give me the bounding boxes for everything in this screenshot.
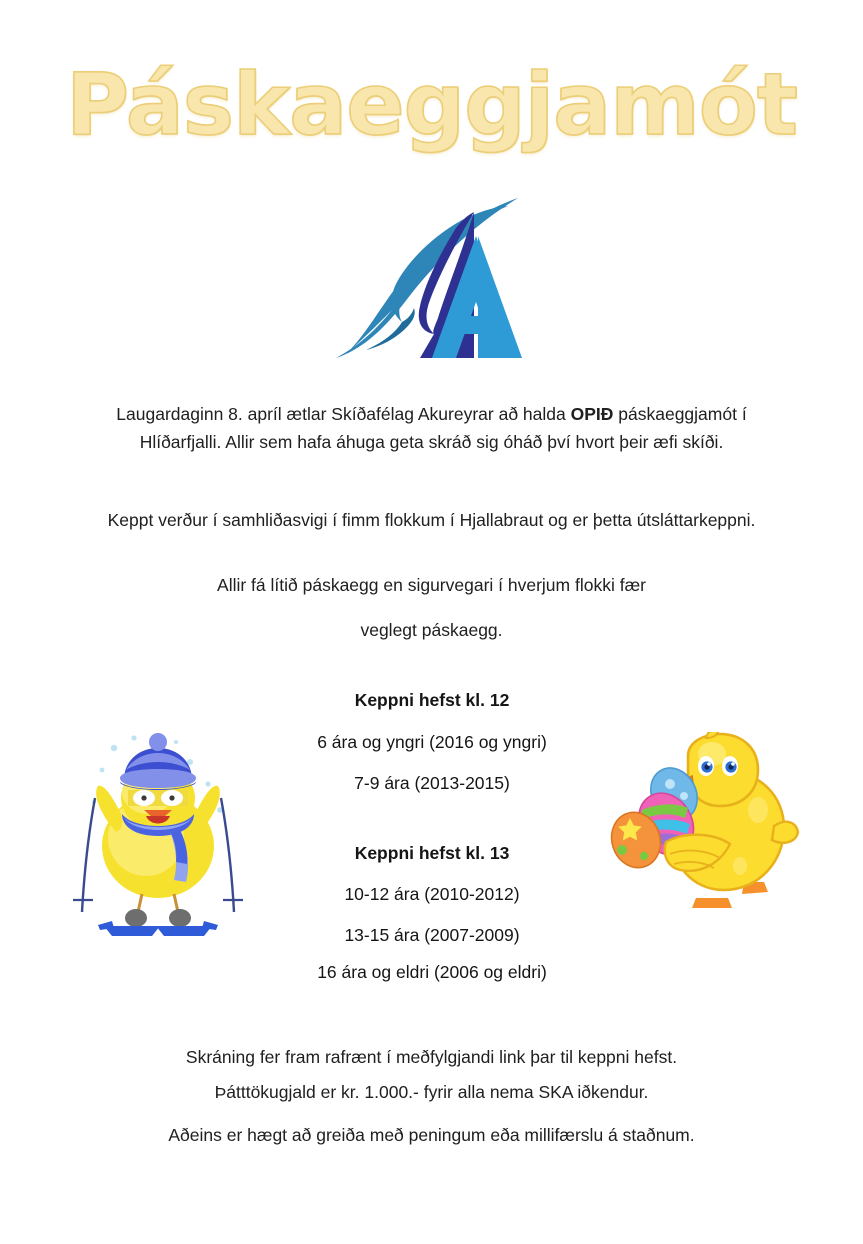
page-title: Páskaeggjamót xyxy=(66,55,797,155)
schedule-heading-13: Keppni hefst kl. 13 xyxy=(354,843,510,863)
beanie-pompom xyxy=(149,733,167,751)
format-paragraph: Keppt verður í samhliðasvigi í fimm flokkum í Hjallabraut og er þetta útsláttarkeppni. xyxy=(107,510,756,530)
registration-line-2: Þátttökugjald er kr. 1.000.- fyrir alla nema SKA iðkendur. xyxy=(214,1082,649,1102)
body-highlight-1 xyxy=(748,797,768,823)
chick-tail xyxy=(772,822,798,843)
eye-glint-right xyxy=(731,762,735,766)
intro-paragraph xyxy=(78,400,785,457)
registration-line-3: Aðeins er hægt að greiða með peningum eða millifærslu á staðnum. xyxy=(168,1125,695,1145)
eye-glint-left xyxy=(707,762,711,766)
logo-wrapper xyxy=(0,192,863,369)
egg-orange-dot-2 xyxy=(640,852,648,860)
schedule-class-13-3: 16 ára og eldri (2006 og eldri) xyxy=(317,962,547,982)
intro-line2: í Hlíðarfjalli. Allir sem hafa áhuga geta skráð sig óháð því hvort þeir æfi skíði. xyxy=(139,404,747,453)
beanie-brim xyxy=(120,769,196,788)
schedule-class-13-2: 13-15 ára (2007-2009) xyxy=(344,925,520,945)
chick-foot-back xyxy=(692,898,732,908)
egg-blue-dot-2 xyxy=(680,792,688,800)
schedule-heading-12: Keppni hefst kl. 12 xyxy=(354,690,510,710)
eye-left xyxy=(141,795,146,800)
intro-opid-bold: OPIÐ xyxy=(570,404,614,424)
body-highlight-2 xyxy=(733,857,747,875)
ski-boot-left xyxy=(125,909,147,927)
ska-logo-icon xyxy=(322,192,542,364)
prize-line-2: veglegt páskaegg. xyxy=(360,620,503,640)
schedule-class-13-1: 10-12 ára (2010-2012) xyxy=(344,884,520,904)
egg-blue-dot-1 xyxy=(665,779,675,789)
poster-title-wrapper xyxy=(0,55,863,155)
registration-line-1: Skráning fer fram rafrænt í meðfylgjandi link þar til keppni hefst. xyxy=(185,1047,678,1067)
intro-line1-after: páskaeggjamót xyxy=(613,404,737,424)
eye-right xyxy=(169,795,174,800)
chick-with-easter-eggs-illustration xyxy=(608,732,800,917)
egg-orange-dot-1 xyxy=(617,845,627,855)
intro-line1-before: Laugardaginn 8. apríl ætlar Skíðafélag Akureyrar að halda xyxy=(116,404,571,424)
ski-boot-right xyxy=(169,909,191,927)
schedule-class-12-1: 6 ára og yngri (2016 og yngri) xyxy=(317,732,547,752)
prize-line-1: Allir fá lítið páskaegg en sigurvegari í hverjum flokki fær xyxy=(217,575,646,595)
skiing-chick-illustration xyxy=(68,726,248,941)
schedule-class-12-2: 7-9 ára (2013-2015) xyxy=(354,773,510,793)
